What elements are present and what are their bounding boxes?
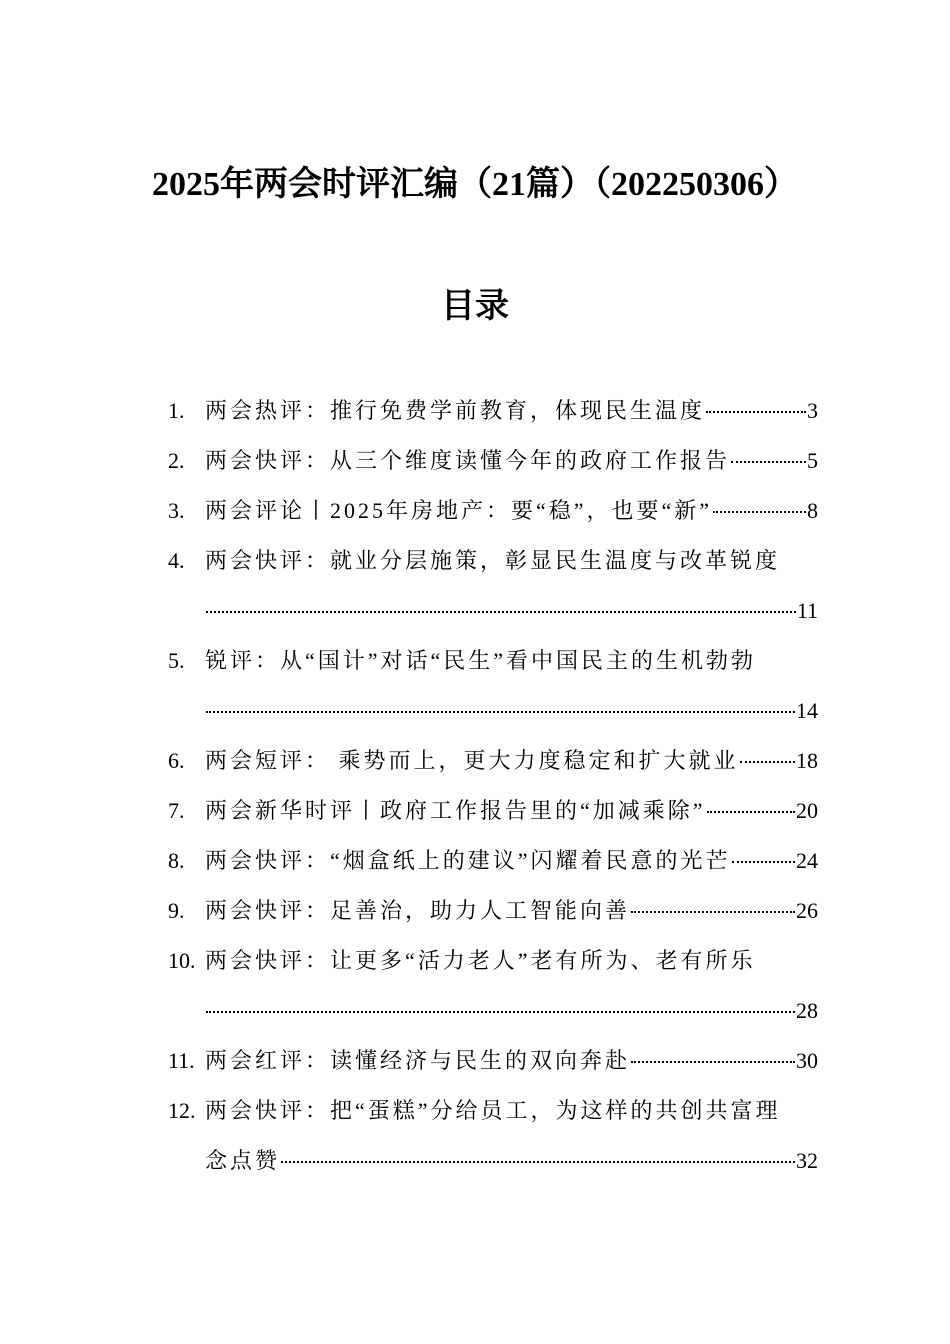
toc-entry[interactable] [168,536,818,586]
toc-entry-page[interactable]: 30 [796,1048,818,1073]
dot-leader [713,511,806,513]
toc-entry-title[interactable]: 两会新华时评丨政府工作报告里的“加减乘除” [205,798,706,823]
toc-entry[interactable] [168,736,818,786]
toc-entry[interactable] [168,836,818,886]
toc-entry-page[interactable]: 18 [796,748,818,773]
toc-entry-title[interactable]: 两会热评：推行免费学前教育，体现民生温度 [205,398,706,423]
toc-entry-page[interactable]: 14 [796,698,818,723]
dot-leader [206,711,795,713]
toc-entry-number: 2. [168,448,185,473]
toc-entry[interactable] [168,436,818,486]
dot-leader [731,461,806,463]
toc-entry-number: 4. [168,548,185,573]
toc-entry-title-cont[interactable]: 念点赞 [205,1148,281,1173]
toc-entry[interactable] [168,786,818,836]
toc-entry-title[interactable]: 两会红评：读懂经济与民生的双向奔赴 [205,1048,631,1073]
toc-entry[interactable] [168,886,818,936]
toc-entry-page[interactable]: 24 [796,848,818,873]
toc-entry[interactable] [168,486,818,536]
toc-entry-number: 5. [168,648,185,673]
toc-entry-continuation[interactable] [168,1136,818,1186]
toc-entry-title[interactable]: 两会快评：足善治，助力人工智能向善 [205,898,631,923]
toc-entry-number: 8. [168,848,185,873]
dot-leader [732,861,795,863]
toc-entry-page[interactable]: 5 [807,448,818,473]
dot-leader [631,911,795,913]
toc-entry-number: 10. [168,948,196,973]
dot-leader [281,1161,795,1163]
dot-leader [206,1011,795,1013]
toc-heading: 目录 [441,288,509,325]
dot-leader [206,611,796,613]
toc-entry-title[interactable]: 两会快评：把“蛋糕”分给员工，为这样的共创共富理 [205,1098,781,1123]
toc-entry-number: 1. [168,398,185,423]
toc-entry-number: 12. [168,1098,196,1123]
toc-entry-continuation[interactable] [168,986,818,1036]
toc-entry-page[interactable]: 20 [796,798,818,823]
toc-entry-continuation[interactable] [168,686,818,736]
toc-entry-number: 3. [168,498,185,523]
toc-entry-continuation[interactable] [168,586,818,636]
dot-leader [707,811,795,813]
toc-entry[interactable] [168,1036,818,1086]
dot-leader [740,761,795,763]
toc-entry-title[interactable]: 两会快评：就业分层施策，彰显民生温度与改革锐度 [205,548,781,573]
toc-entry-page[interactable]: 32 [796,1148,818,1173]
toc-entry[interactable] [168,386,818,436]
toc-entry-title[interactable]: 两会快评：“烟盒纸上的建议”闪耀着民意的光芒 [205,848,731,873]
toc-entry-title[interactable]: 两会快评：从三个维度读懂今年的政府工作报告 [205,448,731,473]
toc-entry[interactable] [168,936,818,986]
toc-entry-page[interactable]: 26 [796,898,818,923]
toc-entry-number: 6. [168,748,185,773]
toc-entry-page[interactable]: 28 [796,998,818,1023]
document-title: 2025年两会时评汇编（21篇）（202250306） [152,166,798,203]
toc-entry-title[interactable]: 锐评：从“国计”对话“民生”看中国民主的生机勃勃 [205,648,757,673]
toc-entry-title[interactable]: 两会短评： 乘势而上，更大力度稳定和扩大就业 [205,748,739,773]
toc-entry-number: 11. [168,1048,195,1073]
toc-entry-number: 9. [168,898,185,923]
toc-entry-page[interactable]: 8 [807,498,818,523]
toc-entry-number: 7. [168,798,185,823]
toc-entry[interactable] [168,636,818,686]
toc-entry-page[interactable]: 11 [796,598,818,623]
toc-entry[interactable] [168,1086,818,1136]
toc-entry-page[interactable]: 3 [807,398,818,423]
table-of-contents [168,386,818,1186]
toc-entry-title[interactable]: 两会快评：让更多“活力老人”老有所为、老有所乐 [205,948,756,973]
toc-entry-title[interactable]: 两会评论丨2025年房地产：要“稳”，也要“新” [205,498,713,523]
dot-leader [706,411,806,413]
dot-leader [631,1061,795,1063]
